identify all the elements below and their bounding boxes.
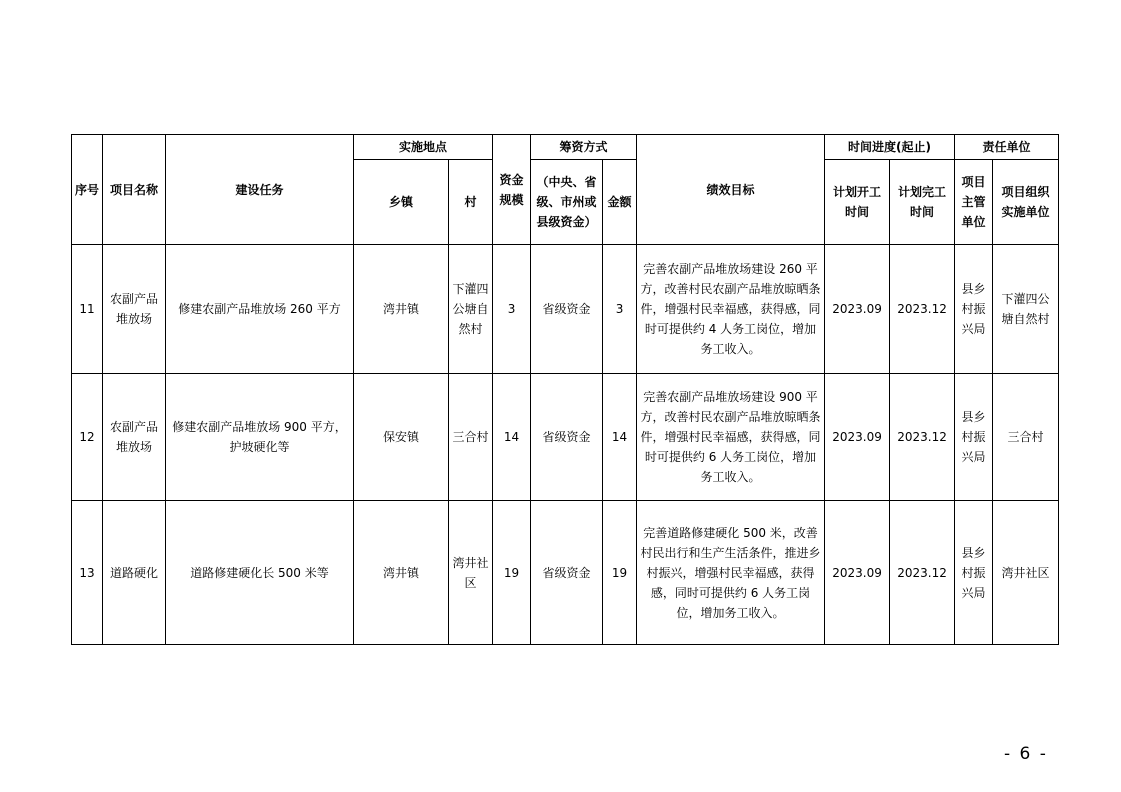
cell-scale: 3 <box>493 245 531 374</box>
cell-org: 下灌四公塘自然村 <box>993 245 1059 374</box>
cell-task: 修建农副产品堆放场 900 平方，护坡硬化等 <box>166 374 354 501</box>
cell-source: 省级资金 <box>531 501 603 645</box>
cell-village: 下灌四公塘自然村 <box>449 245 493 374</box>
cell-name: 农副产品堆放场 <box>103 374 166 501</box>
cell-goal: 完善道路修建硬化 500 米，改善村民出行和生产生活条件，推进乡村振兴，增强村民幸福感，获得感，同时可提供约 6 人务工岗位，增加务工收入。 <box>637 501 825 645</box>
header-seq: 序号 <box>72 135 103 245</box>
cell-end: 2023.12 <box>890 245 955 374</box>
cell-dept: 县乡村振兴局 <box>955 245 993 374</box>
cell-start: 2023.09 <box>825 374 890 501</box>
cell-start: 2023.09 <box>825 245 890 374</box>
cell-end: 2023.12 <box>890 374 955 501</box>
header-start: 计划开工时间 <box>825 160 890 245</box>
cell-amount: 14 <box>603 374 637 501</box>
header-task: 建设任务 <box>166 135 354 245</box>
cell-name: 农副产品堆放场 <box>103 245 166 374</box>
cell-scale: 14 <box>493 374 531 501</box>
cell-source: 省级资金 <box>531 245 603 374</box>
cell-town: 保安镇 <box>354 374 449 501</box>
cell-name: 道路硬化 <box>103 501 166 645</box>
cell-goal: 完善农副产品堆放场建设 260 平方，改善村民农副产品堆放晾晒条件，增强村民幸福感，获得感，同时可提供约 4 人务工岗位，增加务工收入。 <box>637 245 825 374</box>
header-town: 乡镇 <box>354 160 449 245</box>
cell-start: 2023.09 <box>825 501 890 645</box>
cell-village: 三合村 <box>449 374 493 501</box>
page-number: - 6 - <box>1004 744 1048 764</box>
table-row <box>72 245 1059 374</box>
cell-goal: 完善农副产品堆放场建设 900 平方，改善村民农副产品堆放晾晒条件，增强村民幸福感，获得感，同时可提供约 6 人务工岗位，增加务工收入。 <box>637 374 825 501</box>
cell-seq: 11 <box>72 245 103 374</box>
header-goal: 绩效目标 <box>637 135 825 245</box>
header-name: 项目名称 <box>103 135 166 245</box>
table-row <box>72 501 1059 645</box>
project-table <box>71 134 1059 645</box>
header-village: 村 <box>449 160 493 245</box>
header-responsible: 责任单位 <box>955 135 1059 160</box>
cell-source: 省级资金 <box>531 374 603 501</box>
cell-village: 湾井社区 <box>449 501 493 645</box>
table-row <box>72 374 1059 501</box>
header-end: 计划完工时间 <box>890 160 955 245</box>
header-dept: 项目主管单位 <box>955 160 993 245</box>
header-location: 实施地点 <box>354 135 493 160</box>
cell-dept: 县乡村振兴局 <box>955 501 993 645</box>
cell-org: 湾井社区 <box>993 501 1059 645</box>
cell-end: 2023.12 <box>890 501 955 645</box>
header-org: 项目组织实施单位 <box>993 160 1059 245</box>
cell-amount: 19 <box>603 501 637 645</box>
cell-scale: 19 <box>493 501 531 645</box>
header-amount: 金额 <box>603 160 637 245</box>
cell-amount: 3 <box>603 245 637 374</box>
cell-town: 湾井镇 <box>354 245 449 374</box>
cell-dept: 县乡村振兴局 <box>955 374 993 501</box>
header-funding: 筹资方式 <box>531 135 637 160</box>
header-funding-source: （中央、省级、市州或县级资金） <box>531 160 603 245</box>
cell-org: 三合村 <box>993 374 1059 501</box>
cell-town: 湾井镇 <box>354 501 449 645</box>
header-row-1 <box>72 135 1059 160</box>
cell-task: 修建农副产品堆放场 260 平方 <box>166 245 354 374</box>
cell-seq: 12 <box>72 374 103 501</box>
cell-seq: 13 <box>72 501 103 645</box>
header-schedule: 时间进度(起止) <box>825 135 955 160</box>
header-scale: 资金规模 <box>493 135 531 245</box>
cell-task: 道路修建硬化长 500 米等 <box>166 501 354 645</box>
